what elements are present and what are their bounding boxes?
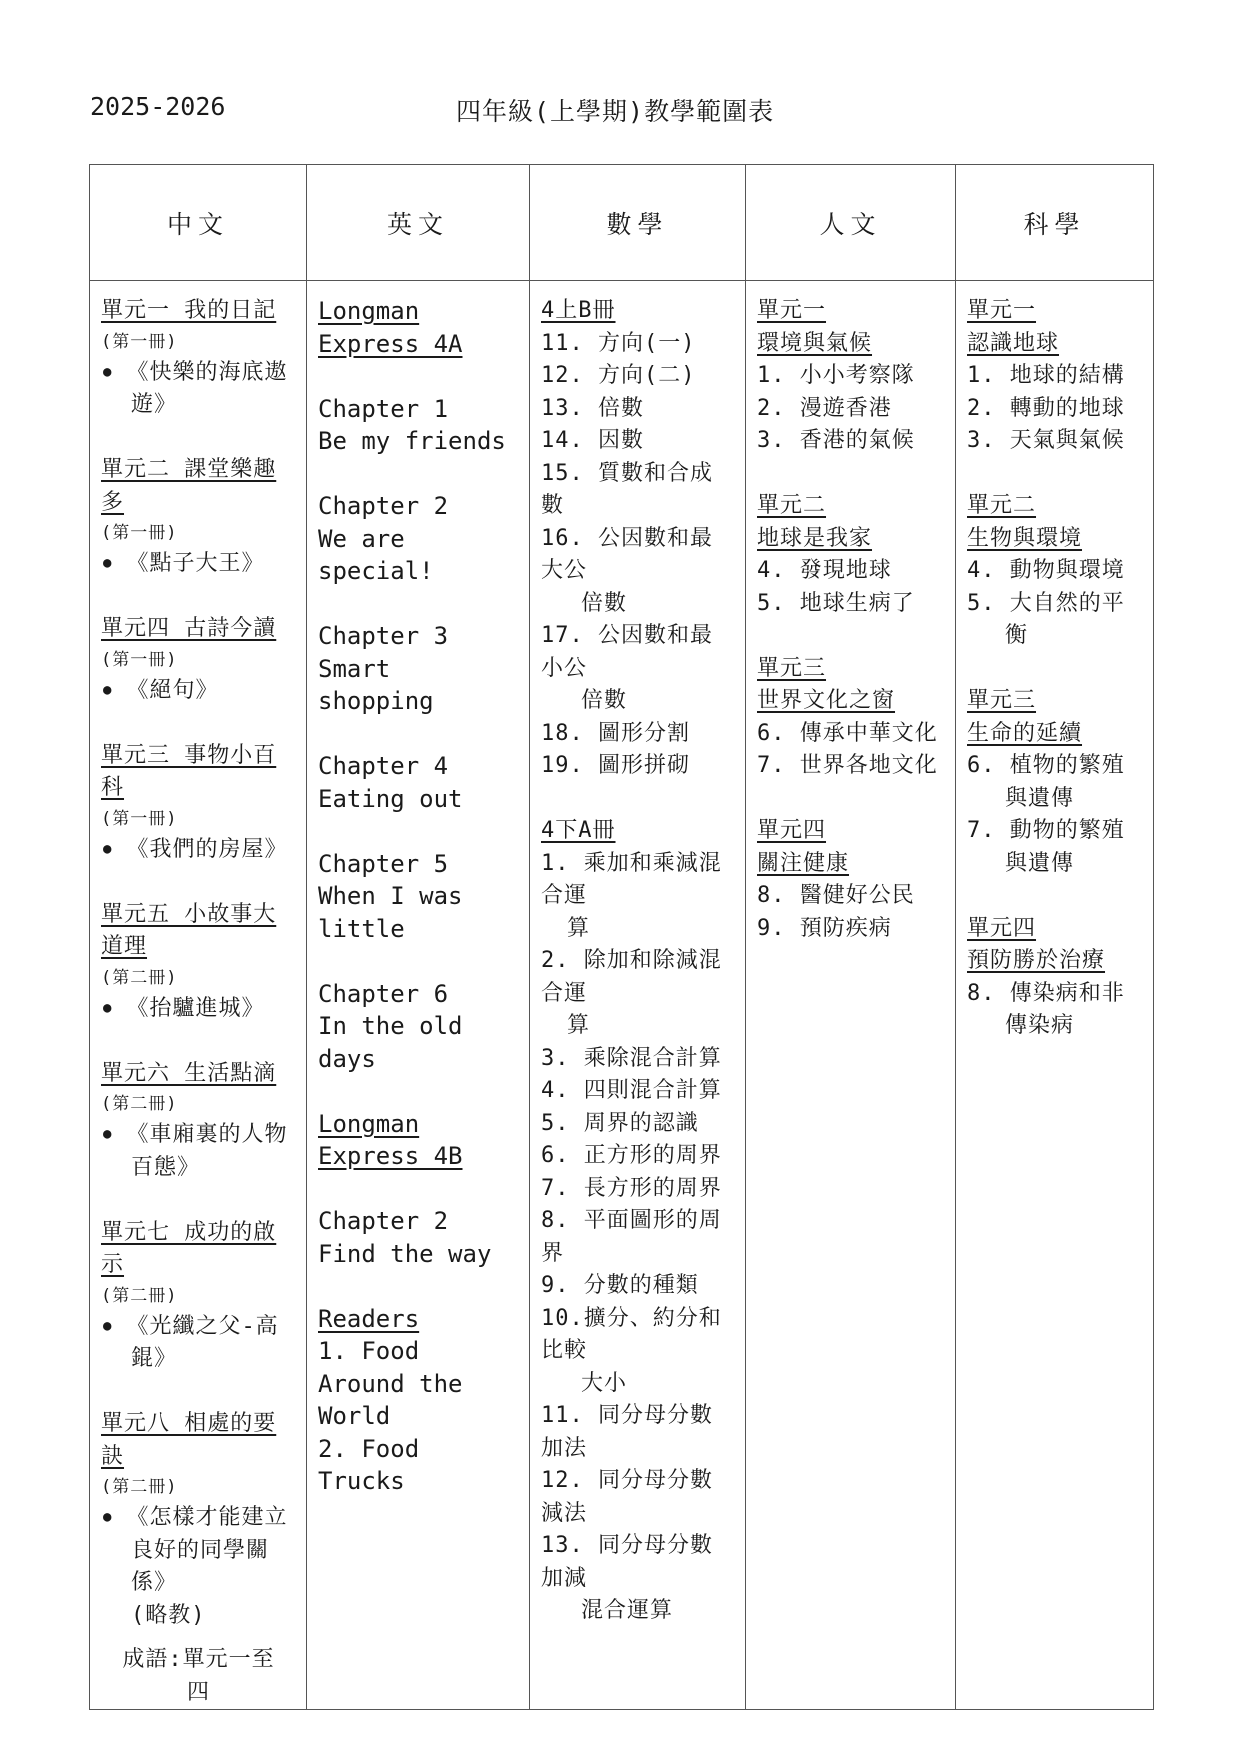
topic-item: 9. 預防疾病 (757, 915, 892, 941)
textbook-title: Longman Express 4A (318, 297, 463, 358)
reader-item: 2. Food Trucks (318, 1434, 420, 1495)
chapter-label: Chapter 4 (318, 752, 449, 780)
book-label: (第一冊) (101, 808, 178, 829)
header-math: 數學 (530, 165, 746, 281)
chapter-label: Chapter 5 (318, 849, 449, 878)
chapter-title: Eating out (318, 784, 463, 813)
chapter-item: 9. 分數的種類 (541, 1273, 699, 1298)
book-label: (第一冊) (101, 523, 178, 543)
chapter-title: Be my friends (318, 427, 506, 455)
unit-title: 關注健康 (757, 850, 850, 876)
chapter-item: 2. 除加和除減混合運 (541, 948, 722, 1006)
school-year: 2025-2026 (90, 92, 226, 121)
book-label: (第二冊) (101, 1285, 178, 1306)
topic-item: 8. 醫健好公民 (757, 883, 915, 908)
chapter-item: 12. 同分母分數減法 (541, 1468, 713, 1526)
chapter-title: Find the way (318, 1239, 492, 1268)
reader-item: 1. Food Around the World (318, 1337, 463, 1430)
book-label: (第二冊) (101, 967, 178, 988)
book-label: (第一冊) (101, 649, 178, 670)
topic-item: 5. 大自然的平衡 (967, 590, 1125, 648)
chapter-item: 19. 圖形拼砌 (541, 753, 690, 778)
topic-item: 6. 傳承中華文化 (757, 720, 938, 746)
teaching-scope-table (89, 164, 1154, 1710)
book-label: (第二冊) (101, 1094, 178, 1114)
chapter-title: Smart shopping (318, 654, 434, 715)
header-science: 科學 (956, 165, 1154, 281)
textbook-title: Longman Express 4B (318, 1109, 463, 1170)
topic-item: 1. 地球的結構 (967, 363, 1125, 388)
chapter-item: 12. 方向(二) (541, 363, 696, 388)
chapter-item-cont: 倍數 (581, 688, 628, 713)
chapter-label: Chapter 6 (318, 979, 449, 1008)
table-header-row (90, 165, 1154, 281)
chinese-column (90, 281, 307, 1710)
unit-label: 單元二 (967, 493, 1037, 518)
unit-title: 認識地球 (967, 330, 1060, 356)
lesson-item: ● 《光纖之父-高錕》 (101, 1310, 296, 1376)
chapter-item: 10.擴分、約分和比較 (541, 1305, 722, 1363)
unit-title: 單元五 小故事大道理 (101, 901, 277, 959)
chapter-label: Chapter 3 (318, 622, 449, 650)
page-title: 四年級(上學期)教學範圍表 (456, 97, 775, 126)
humanities-column (746, 281, 956, 1710)
chapter-item: 13. 同分母分數加減 (541, 1533, 713, 1591)
lesson-item: ● 《抬驢進城》 (101, 992, 296, 1026)
header-chinese: 中文 (90, 165, 307, 281)
chapter-item: 14. 因數 (541, 428, 644, 453)
topic-item: 4. 發現地球 (757, 558, 892, 583)
unit-title: 單元二 課堂樂趣多 (101, 457, 277, 515)
chapter-item: 18. 圖形分割 (541, 720, 690, 746)
science-column (956, 281, 1154, 1710)
topic-item: 5. 地球生病了 (757, 590, 915, 616)
english-column (307, 281, 530, 1710)
chapter-title: In the old days (318, 1012, 463, 1073)
lesson-note: (略教) (131, 1602, 206, 1628)
unit-title: 生命的延續 (967, 720, 1083, 746)
unit-title: 單元七 成功的啟示 (101, 1219, 277, 1277)
textbook-title: 4上B冊 (541, 298, 616, 323)
chapter-item: 6. 正方形的周界 (541, 1143, 722, 1168)
chapter-item: 7. 長方形的周界 (541, 1175, 722, 1201)
chapter-item-cont: 算 (567, 915, 591, 941)
idioms-note: 成語:單元一至四 (122, 1647, 275, 1705)
chapter-item: 4. 四則混合計算 (541, 1078, 722, 1103)
chapter-item: 13. 倍數 (541, 395, 644, 421)
chapter-item: 11. 方向(一) (541, 330, 696, 356)
textbook-title: 4下A冊 (541, 818, 616, 843)
topic-item: 3. 天氣與氣候 (967, 428, 1125, 453)
unit-title: 生物與環境 (967, 525, 1083, 551)
unit-title: 地球是我家 (757, 525, 873, 551)
lesson-item: ● 《車廂裏的人物百態》 (101, 1118, 296, 1184)
topic-item: 7. 動物的繁殖與遺傳 (967, 818, 1125, 876)
chapter-item: 3. 乘除混合計算 (541, 1045, 722, 1071)
unit-title: 預防勝於治療 (967, 948, 1106, 973)
unit-label: 單元四 (967, 915, 1037, 941)
chapter-item-cont: 倍數 (581, 590, 628, 616)
unit-title: 單元三 事物小百科 (101, 742, 277, 800)
topic-item: 3. 香港的氣候 (757, 428, 915, 453)
topic-item: 6. 植物的繁殖與遺傳 (967, 753, 1125, 811)
unit-title: 單元一 我的日記 (101, 298, 277, 323)
lesson-item: ● 《絕句》 (101, 674, 296, 708)
unit-label: 單元二 (757, 493, 827, 518)
lesson-item: ● 《快樂的海底遨遊》 (101, 356, 296, 422)
chapter-item-cont: 混合運算 (581, 1598, 674, 1623)
lesson-item: ● 《怎樣才能建立良好的同學關係》 (101, 1501, 296, 1600)
unit-title: 世界文化之窗 (757, 688, 896, 713)
chapter-item: 11. 同分母分數加法 (541, 1403, 713, 1461)
topic-item: 7. 世界各地文化 (757, 753, 938, 778)
topic-item: 2. 轉動的地球 (967, 395, 1125, 421)
chapter-item: 16. 公因數和最大公 (541, 525, 713, 583)
chapter-label: Chapter 1 (318, 394, 449, 423)
lesson-item: ● 《我們的房屋》 (101, 833, 296, 867)
chapter-item-cont: 大小 (581, 1370, 628, 1396)
unit-label: 單元一 (967, 298, 1037, 323)
book-label: (第二冊) (101, 1477, 178, 1497)
lesson-item: ● 《點子大王》 (101, 547, 296, 581)
chapter-item: 15. 質數和合成數 (541, 460, 713, 518)
unit-label: 單元三 (967, 688, 1037, 713)
chapter-item-cont: 算 (567, 1013, 591, 1038)
chapter-item: 8. 平面圖形的周界 (541, 1208, 722, 1266)
unit-label: 單元四 (757, 818, 827, 843)
topic-item: 8. 傳染病和非傳染病 (967, 980, 1125, 1038)
chapter-item: 1. 乘加和乘減混合運 (541, 850, 722, 908)
topic-item: 2. 漫遊香港 (757, 395, 892, 421)
unit-title: 環境與氣候 (757, 330, 873, 356)
unit-title: 單元八 相處的要訣 (101, 1411, 277, 1469)
math-column (530, 281, 746, 1710)
unit-label: 單元一 (757, 298, 827, 323)
topic-item: 4. 動物與環境 (967, 558, 1125, 583)
unit-label: 單元三 (757, 655, 827, 681)
chapter-title: When I was little (318, 882, 463, 943)
header-english: 英文 (307, 165, 530, 281)
chapter-item: 17. 公因數和最小公 (541, 623, 713, 681)
unit-title: 單元四 古詩今讀 (101, 616, 277, 641)
chapter-title: We are special! (318, 524, 434, 585)
chapter-label: Chapter 2 (318, 1207, 449, 1235)
topic-item: 1. 小小考察隊 (757, 363, 915, 388)
chapter-item: 5. 周界的認識 (541, 1110, 699, 1136)
readers-title: Readers (318, 1304, 420, 1333)
unit-title: 單元六 生活點滴 (101, 1060, 277, 1086)
chapter-label: Chapter 2 (318, 492, 449, 520)
table-body-row (90, 281, 1154, 1710)
book-label: (第一冊) (101, 331, 178, 352)
header-humanities: 人文 (746, 165, 956, 281)
